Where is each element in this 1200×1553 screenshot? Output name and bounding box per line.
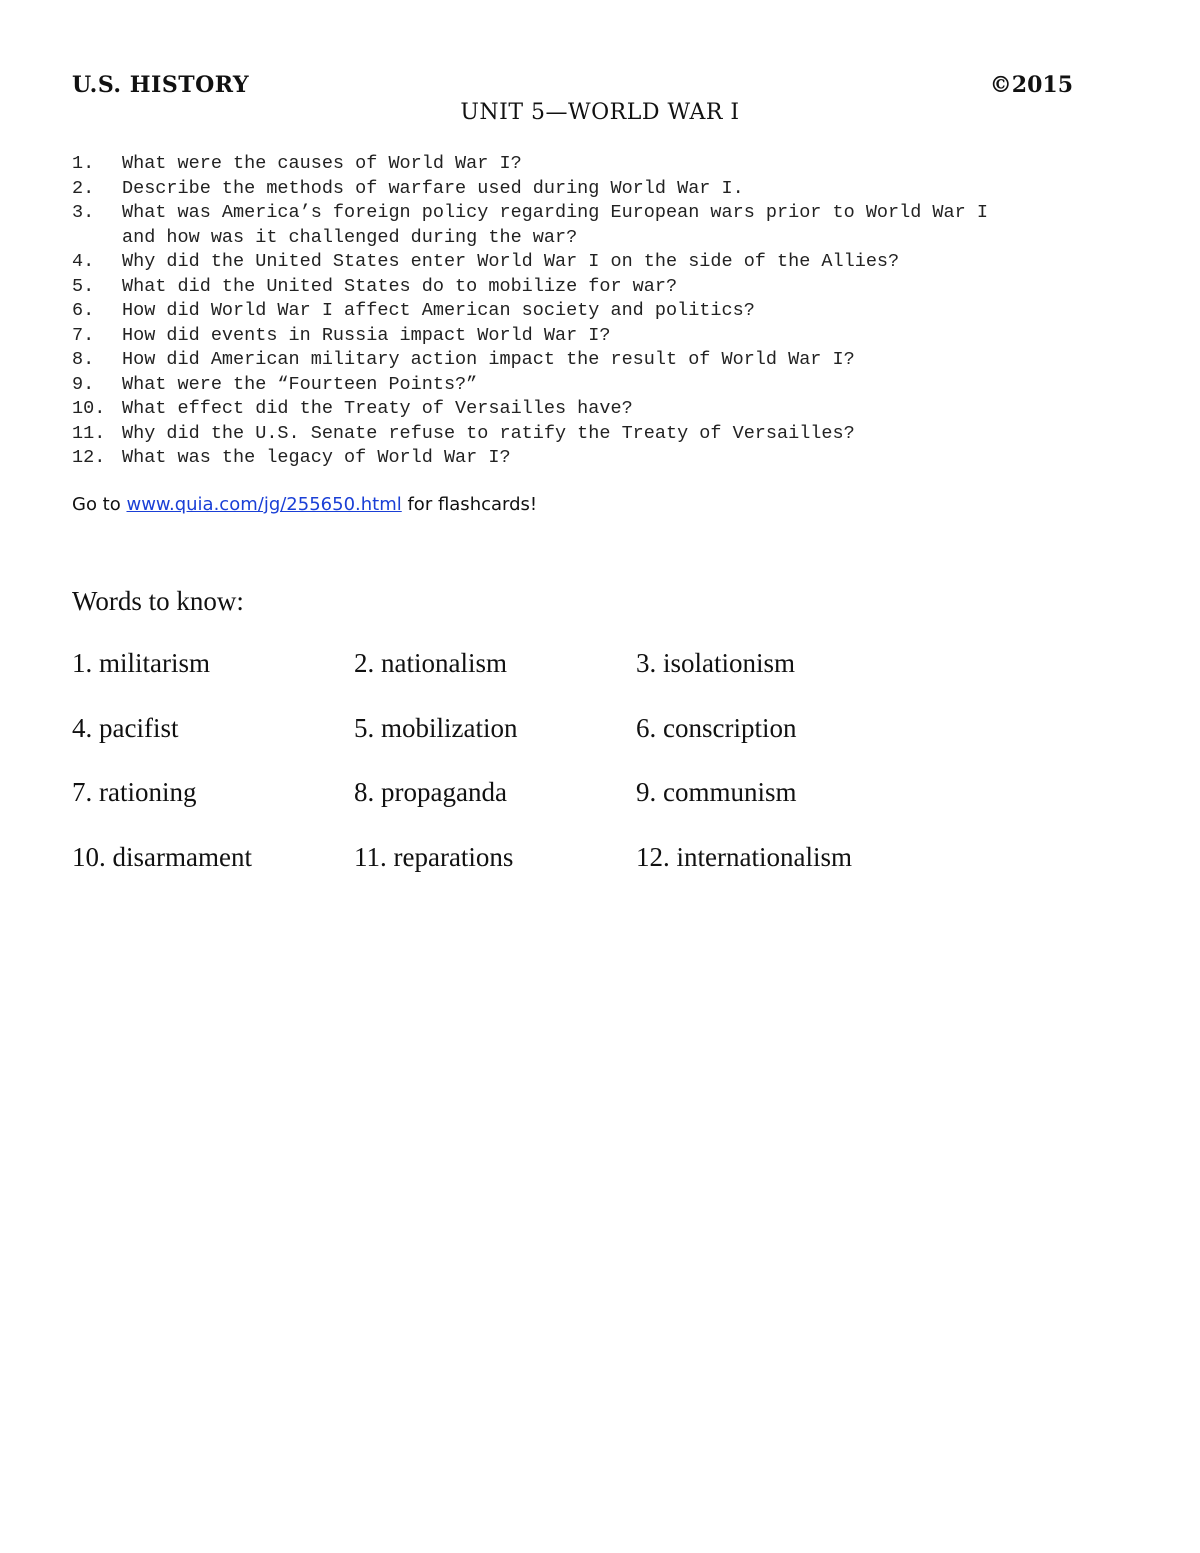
vocab-term: 2. nationalism [354, 648, 507, 678]
question-text: What effect did the Treaty of Versailles have? [122, 398, 633, 419]
vocab-term: 3. isolationism [636, 648, 796, 678]
question-number: 3. [72, 202, 95, 223]
vocab-term: 12. internationalism [636, 841, 852, 872]
question-text: What was the legacy of World War I? [122, 447, 511, 468]
unit-title: UNIT 5—WORLD WAR I [460, 100, 740, 125]
question-number: 9. [72, 373, 95, 395]
question-text: How did American military action impact the result of World War I? [122, 349, 855, 370]
question-item [72, 373, 1072, 398]
flashcards-note [72, 494, 537, 515]
question-number: 8. [72, 349, 95, 370]
question-number: 1. [72, 153, 95, 174]
question-number: 10. [72, 398, 106, 419]
question-number: 4. [72, 251, 95, 272]
flashcards-prefix: Go to [72, 494, 127, 515]
vocab-term: 4. pacifist [72, 712, 179, 743]
question-item [72, 446, 1072, 471]
vocab-term: 1. militarism [72, 648, 210, 678]
words-heading: Words to know: [72, 586, 244, 616]
question-text: How did events in Russia impact World War I? [122, 324, 611, 346]
question-item [72, 348, 1072, 373]
question-item [72, 152, 1072, 177]
question-number: 12. [72, 447, 106, 468]
question-item [72, 275, 1072, 300]
question-number: 2. [72, 177, 95, 199]
vocab-term: 6. conscription [636, 712, 797, 743]
vocab-term: 11. reparations [354, 841, 514, 872]
vocab-term: 9. communism [636, 777, 797, 807]
question-text: How did World War I affect American society and politics? [122, 300, 755, 321]
question-text: Why did the U.S. Senate refuse to ratify the Treaty of Versailles? [122, 422, 855, 444]
question-number: 5. [72, 275, 95, 297]
question-text: What was America’s foreign policy regarding European wars prior to World War I and how was it challenged during the war? [122, 202, 1000, 248]
vocab-term: 8. propaganda [354, 777, 507, 807]
question-item [72, 397, 1072, 422]
question-text: Describe the methods of warfare used during World War I. [122, 177, 744, 199]
question-number: 6. [72, 300, 95, 321]
question-text: What were the “Fourteen Points?” [122, 373, 478, 395]
question-number: 7. [72, 324, 95, 346]
flashcards-link[interactable]: www.quia.com/jg/255650.html [126, 494, 402, 515]
vocab-term: 10. disarmament [72, 841, 252, 872]
question-list [72, 152, 1072, 471]
question-text: What did the United States do to mobilize for war? [122, 275, 678, 297]
question-item [72, 177, 1072, 202]
course-title: U.S. HISTORY [72, 72, 250, 98]
question-text: Why did the United States enter World War I on the side of the Allies? [122, 251, 900, 272]
question-number: 11. [72, 422, 106, 444]
question-item [72, 299, 1072, 324]
question-item [72, 324, 1072, 349]
question-item [72, 201, 1072, 250]
vocab-term: 5. mobilization [354, 712, 518, 743]
vocab-term: 7. rationing [72, 777, 197, 807]
flashcards-suffix: for flashcards! [401, 494, 538, 515]
vocabulary-grid [72, 648, 972, 906]
question-item [72, 422, 1072, 447]
copyright-year: ©2015 [989, 72, 1073, 98]
question-item [72, 250, 1072, 275]
question-text: What were the causes of World War I? [122, 153, 522, 174]
